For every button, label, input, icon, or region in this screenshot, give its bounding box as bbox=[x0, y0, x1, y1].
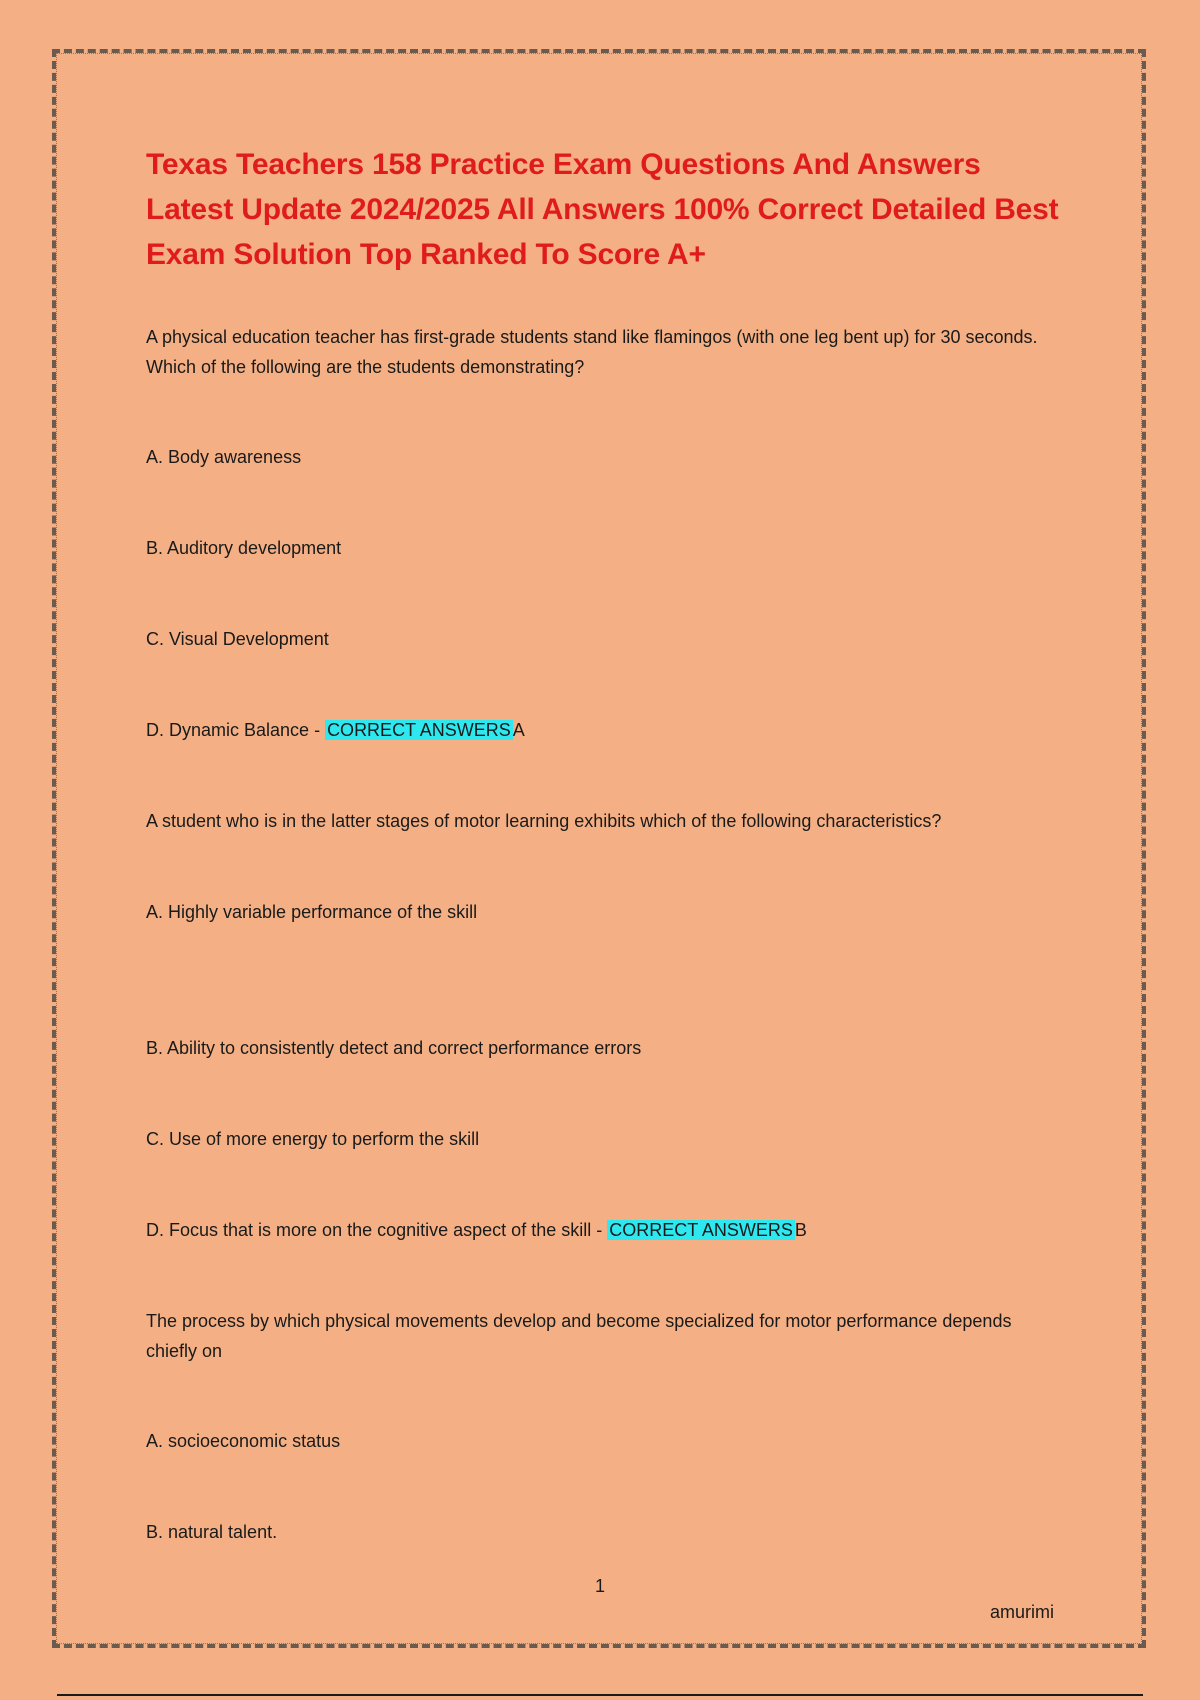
page-number: 1 bbox=[594, 1576, 605, 1596]
q1-answer: A bbox=[512, 720, 525, 740]
q1-option-a: A. Body awareness bbox=[146, 447, 302, 467]
document-body bbox=[146, 142, 1066, 327]
q2-option-b: B. Ability to consistently detect and correct performance errors bbox=[146, 1038, 642, 1058]
question-2: A student who is in the latter stages of motor learning exhibits which of the following characteristics? bbox=[146, 811, 942, 831]
question-3: The process by which physical movements develop and become specialized for motor performance depends chiefly on bbox=[146, 1311, 1012, 1361]
q1-option-c: C. Visual Development bbox=[146, 629, 329, 649]
document-title: Texas Teachers 158 Practice Exam Questions And Answers Latest Update 2024/2025 All Answers 100% Correct Detailed Best Exam Solution Top Ranked To Score A+ bbox=[146, 148, 1059, 271]
author-name: amurimi bbox=[989, 1602, 1054, 1622]
q2-option-d bbox=[146, 1215, 1066, 1245]
q2-option-a: A. Highly variable performance of the skill bbox=[146, 902, 478, 922]
q3-option-a: A. socioeconomic status bbox=[146, 1431, 341, 1451]
q2-answer: B bbox=[794, 1220, 807, 1240]
q1-answer-highlight: CORRECT ANSWERS bbox=[327, 720, 511, 740]
q1-option-d-text: D. Dynamic Balance - bbox=[146, 720, 326, 740]
q2-answer-highlight: CORRECT ANSWERS bbox=[609, 1220, 793, 1240]
q3-option-b: B. natural talent. bbox=[146, 1522, 278, 1542]
question-1: A physical education teacher has first-grade students stand like flamingos (with one leg bent up) for 30 seconds. Which of the following are the students demonstrating? bbox=[146, 327, 1038, 377]
q1-option-b: B. Auditory development bbox=[146, 538, 342, 558]
bottom-rule bbox=[57, 1694, 1143, 1696]
q2-option-d-text: D. Focus that is more on the cognitive aspect of the skill - bbox=[146, 1220, 608, 1240]
q2-option-c: C. Use of more energy to perform the skill bbox=[146, 1129, 480, 1149]
q1-option-d bbox=[146, 715, 1066, 745]
